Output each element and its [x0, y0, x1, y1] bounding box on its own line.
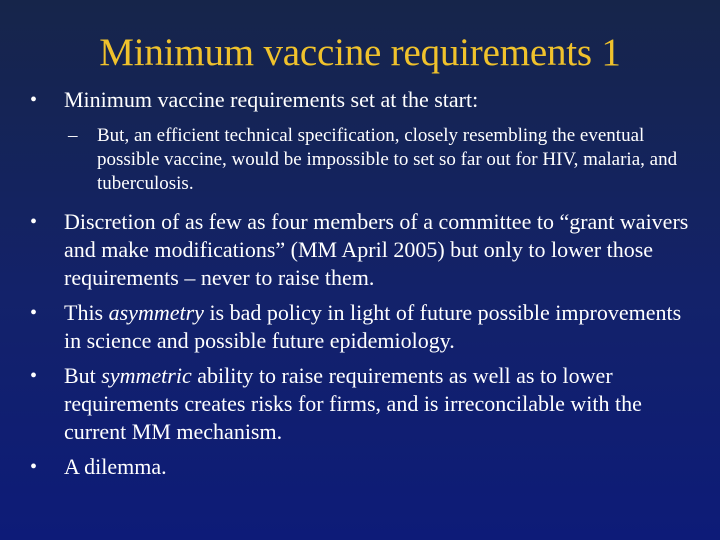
bullet-text-pre: This	[64, 300, 109, 325]
bullet-item	[30, 208, 700, 292]
slide-title: Minimum vaccine requirements 1	[99, 31, 621, 74]
bullet-text-post: is bad policy in light of future possible improvements in science and possible future epidemiology.	[64, 300, 682, 353]
bullet-text: A dilemma.	[64, 454, 167, 479]
bullet-marker: •	[30, 365, 38, 387]
emphasis-symmetric: symmetric	[101, 363, 192, 388]
bullet-text: Discretion of as few as four members of a committee to “grant waivers and make modifications” (MM April 2005) but only to lower those requirements – never to raise them.	[64, 209, 689, 290]
sub-bullet-item	[30, 124, 700, 196]
bullet-item	[30, 86, 700, 114]
bullet-item	[30, 299, 700, 355]
bullet-text: Minimum vaccine requirements set at the start:	[64, 87, 479, 112]
bullet-marker: •	[30, 456, 38, 478]
bullet-item	[30, 453, 700, 481]
emphasis-asymmetry: asymmetry	[108, 300, 204, 325]
bullet-text-pre: But	[64, 363, 102, 388]
bullet-text-post: ability to raise requirements as well as to lower requirements creates risks for firms, and is irreconcilable with the current MM mechanism.	[64, 363, 642, 444]
bullet-list	[30, 86, 700, 481]
sub-bullet-text: But, an efficient technical specification, closely resembling the eventual possible vaccine, would be impossible to set so far out for HIV, malaria, and tuberculosis.	[97, 125, 678, 194]
dash-marker: –	[68, 125, 78, 146]
bullet-marker: •	[30, 302, 38, 324]
bullet-marker: •	[30, 211, 38, 233]
bullet-item	[30, 362, 700, 446]
bullet-marker: •	[30, 89, 38, 111]
